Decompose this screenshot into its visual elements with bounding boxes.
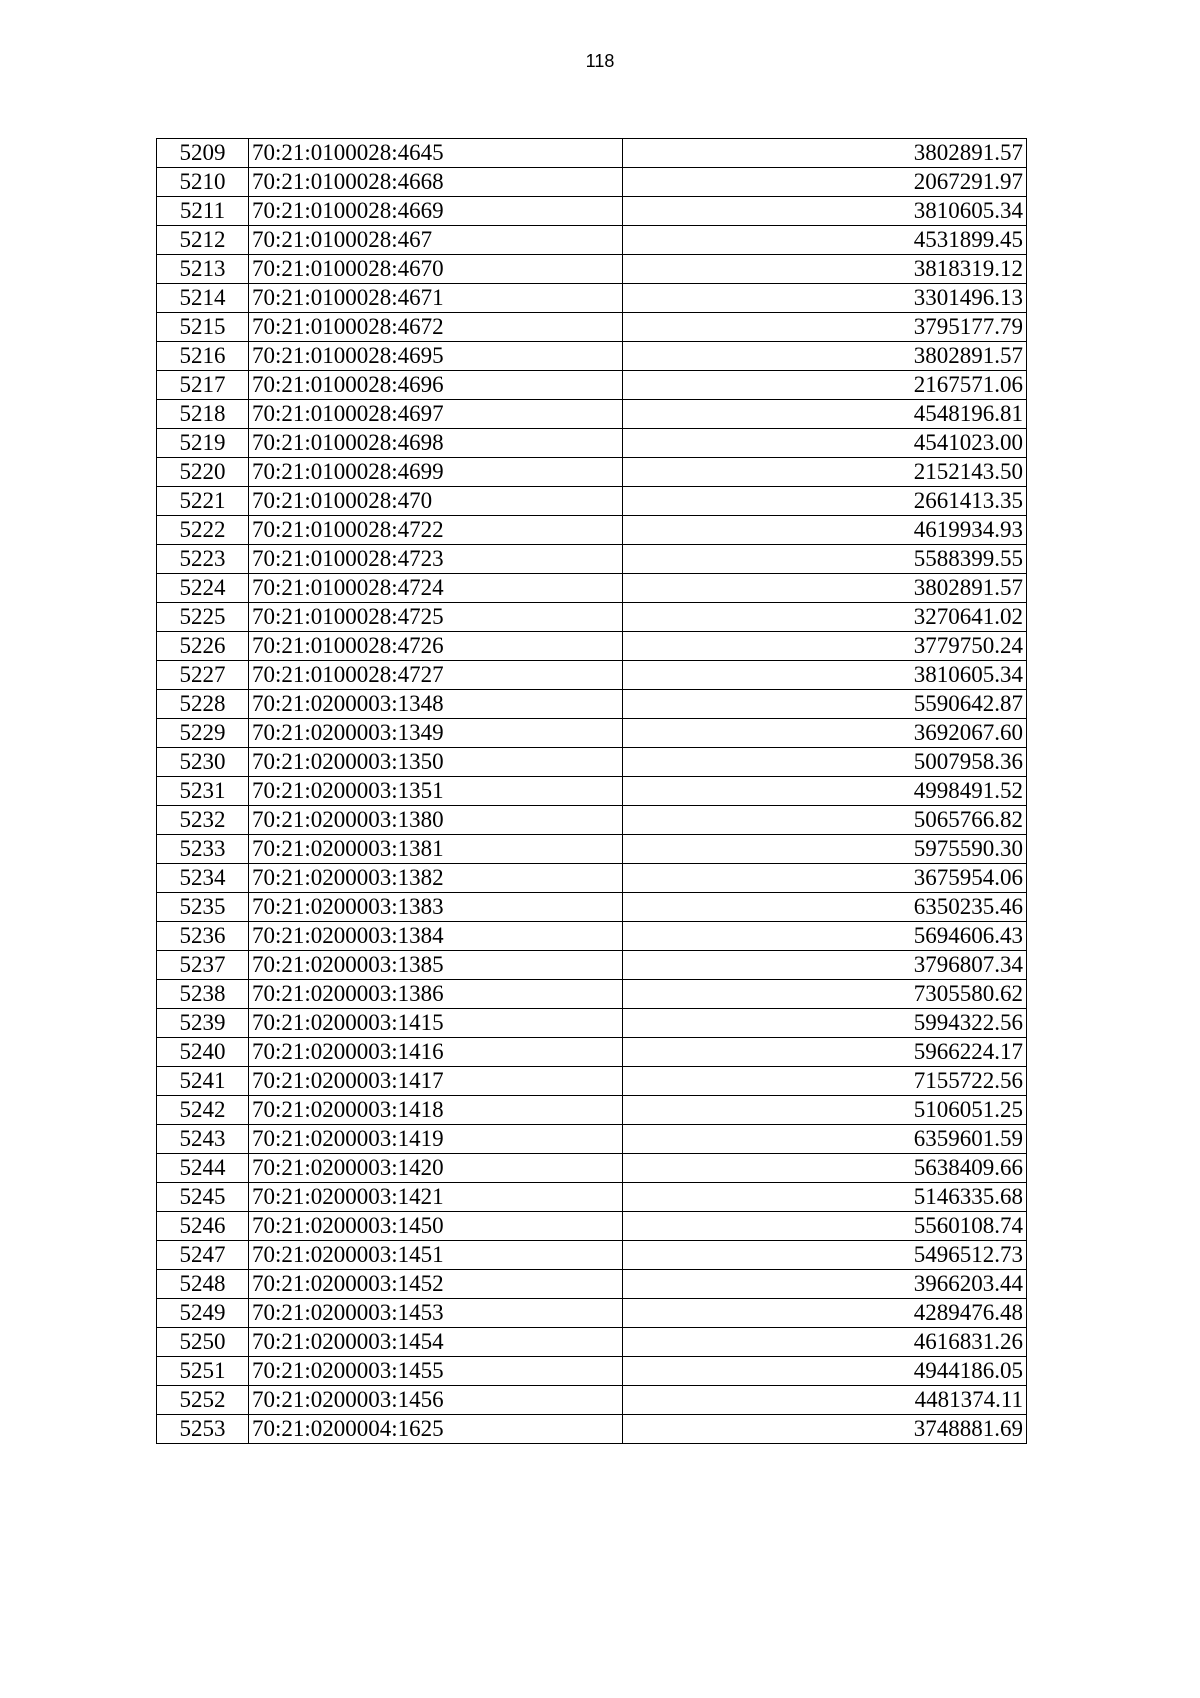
value-cell: 2167571.06 [623, 371, 1027, 400]
table-row [157, 487, 1027, 516]
table-row [157, 893, 1027, 922]
cadastral-number-cell: 70:21:0200003:1454 [249, 1328, 623, 1357]
table-row [157, 1357, 1027, 1386]
row-number-cell: 5213 [157, 255, 249, 284]
row-number-cell: 5224 [157, 574, 249, 603]
table-row [157, 835, 1027, 864]
row-number-cell: 5251 [157, 1357, 249, 1386]
row-number-cell: 5211 [157, 197, 249, 226]
table-row [157, 1183, 1027, 1212]
cadastral-value-table [156, 138, 1027, 1444]
value-cell: 5065766.82 [623, 806, 1027, 835]
row-number-cell: 5230 [157, 748, 249, 777]
table-row [157, 719, 1027, 748]
table-row [157, 342, 1027, 371]
value-cell: 5590642.87 [623, 690, 1027, 719]
value-cell: 4481374.11 [623, 1386, 1027, 1415]
value-cell: 5496512.73 [623, 1241, 1027, 1270]
value-cell: 5694606.43 [623, 922, 1027, 951]
cadastral-number-cell: 70:21:0100028:4698 [249, 429, 623, 458]
value-cell: 2152143.50 [623, 458, 1027, 487]
cadastral-number-cell: 70:21:0100028:467 [249, 226, 623, 255]
table-row [157, 1067, 1027, 1096]
row-number-cell: 5243 [157, 1125, 249, 1154]
value-cell: 7155722.56 [623, 1067, 1027, 1096]
value-cell: 5588399.55 [623, 545, 1027, 574]
cadastral-number-cell: 70:21:0200003:1452 [249, 1270, 623, 1299]
row-number-cell: 5227 [157, 661, 249, 690]
value-cell: 6359601.59 [623, 1125, 1027, 1154]
cadastral-number-cell: 70:21:0200003:1420 [249, 1154, 623, 1183]
value-cell: 3802891.57 [623, 139, 1027, 168]
cadastral-number-cell: 70:21:0200003:1349 [249, 719, 623, 748]
value-cell: 3796807.34 [623, 951, 1027, 980]
value-cell: 4619934.93 [623, 516, 1027, 545]
table-row [157, 458, 1027, 487]
row-number-cell: 5244 [157, 1154, 249, 1183]
row-number-cell: 5237 [157, 951, 249, 980]
cadastral-number-cell: 70:21:0200003:1453 [249, 1299, 623, 1328]
table-body [157, 139, 1027, 1444]
table-row [157, 1154, 1027, 1183]
cadastral-number-cell: 70:21:0200003:1382 [249, 864, 623, 893]
row-number-cell: 5216 [157, 342, 249, 371]
table-row [157, 168, 1027, 197]
row-number-cell: 5241 [157, 1067, 249, 1096]
table-row [157, 1212, 1027, 1241]
cadastral-number-cell: 70:21:0100028:4724 [249, 574, 623, 603]
table-row [157, 516, 1027, 545]
value-cell: 3802891.57 [623, 574, 1027, 603]
cadastral-number-cell: 70:21:0200003:1350 [249, 748, 623, 777]
row-number-cell: 5247 [157, 1241, 249, 1270]
cadastral-number-cell: 70:21:0200003:1381 [249, 835, 623, 864]
cadastral-number-cell: 70:21:0200003:1451 [249, 1241, 623, 1270]
table-row [157, 1241, 1027, 1270]
cadastral-number-cell: 70:21:0100028:4696 [249, 371, 623, 400]
cadastral-number-cell: 70:21:0200003:1383 [249, 893, 623, 922]
cadastral-number-cell: 70:21:0100028:4699 [249, 458, 623, 487]
cadastral-number-cell: 70:21:0200004:1625 [249, 1415, 623, 1444]
cadastral-number-cell: 70:21:0100028:4722 [249, 516, 623, 545]
cadastral-number-cell: 70:21:0100028:4672 [249, 313, 623, 342]
value-cell: 2661413.35 [623, 487, 1027, 516]
table-row [157, 429, 1027, 458]
table-row [157, 545, 1027, 574]
value-cell: 3802891.57 [623, 342, 1027, 371]
table-row [157, 690, 1027, 719]
cadastral-number-cell: 70:21:0200003:1380 [249, 806, 623, 835]
table-row [157, 1009, 1027, 1038]
row-number-cell: 5246 [157, 1212, 249, 1241]
row-number-cell: 5235 [157, 893, 249, 922]
row-number-cell: 5249 [157, 1299, 249, 1328]
value-cell: 4944186.05 [623, 1357, 1027, 1386]
table-row [157, 806, 1027, 835]
row-number-cell: 5222 [157, 516, 249, 545]
value-cell: 5638409.66 [623, 1154, 1027, 1183]
table-row [157, 284, 1027, 313]
value-cell: 3810605.34 [623, 661, 1027, 690]
page-number: 118 [585, 51, 615, 71]
table-row [157, 603, 1027, 632]
cadastral-number-cell: 70:21:0100028:4727 [249, 661, 623, 690]
table-row [157, 748, 1027, 777]
value-cell: 3795177.79 [623, 313, 1027, 342]
row-number-cell: 5240 [157, 1038, 249, 1067]
cadastral-number-cell: 70:21:0100028:4669 [249, 197, 623, 226]
table-row [157, 197, 1027, 226]
row-number-cell: 5234 [157, 864, 249, 893]
table-row [157, 313, 1027, 342]
value-cell: 3779750.24 [623, 632, 1027, 661]
cadastral-number-cell: 70:21:0100028:4671 [249, 284, 623, 313]
row-number-cell: 5242 [157, 1096, 249, 1125]
row-number-cell: 5228 [157, 690, 249, 719]
row-number-cell: 5221 [157, 487, 249, 516]
value-cell: 5994322.56 [623, 1009, 1027, 1038]
value-cell: 5966224.17 [623, 1038, 1027, 1067]
row-number-cell: 5238 [157, 980, 249, 1009]
table-row [157, 1096, 1027, 1125]
cadastral-number-cell: 70:21:0200003:1384 [249, 922, 623, 951]
row-number-cell: 5233 [157, 835, 249, 864]
row-number-cell: 5229 [157, 719, 249, 748]
row-number-cell: 5215 [157, 313, 249, 342]
table-row [157, 777, 1027, 806]
row-number-cell: 5250 [157, 1328, 249, 1357]
table-row [157, 632, 1027, 661]
row-number-cell: 5248 [157, 1270, 249, 1299]
row-number-cell: 5239 [157, 1009, 249, 1038]
value-cell: 5007958.36 [623, 748, 1027, 777]
row-number-cell: 5232 [157, 806, 249, 835]
table-row [157, 371, 1027, 400]
cadastral-number-cell: 70:21:0100028:4723 [249, 545, 623, 574]
row-number-cell: 5252 [157, 1386, 249, 1415]
cadastral-number-cell: 70:21:0200003:1455 [249, 1357, 623, 1386]
value-cell: 4616831.26 [623, 1328, 1027, 1357]
row-number-cell: 5253 [157, 1415, 249, 1444]
row-number-cell: 5218 [157, 400, 249, 429]
cadastral-number-cell: 70:21:0100028:4697 [249, 400, 623, 429]
cadastral-number-cell: 70:21:0200003:1418 [249, 1096, 623, 1125]
value-cell: 5146335.68 [623, 1183, 1027, 1212]
cadastral-number-cell: 70:21:0100028:4726 [249, 632, 623, 661]
table-row [157, 139, 1027, 168]
value-cell: 3301496.13 [623, 284, 1027, 313]
table-row [157, 574, 1027, 603]
cadastral-number-cell: 70:21:0200003:1348 [249, 690, 623, 719]
row-number-cell: 5217 [157, 371, 249, 400]
row-number-cell: 5226 [157, 632, 249, 661]
value-cell: 3818319.12 [623, 255, 1027, 284]
value-cell: 3748881.69 [623, 1415, 1027, 1444]
cadastral-number-cell: 70:21:0200003:1421 [249, 1183, 623, 1212]
value-cell: 6350235.46 [623, 893, 1027, 922]
value-cell: 4548196.81 [623, 400, 1027, 429]
table-row [157, 1270, 1027, 1299]
value-cell: 5560108.74 [623, 1212, 1027, 1241]
table-row [157, 1038, 1027, 1067]
table-row [157, 1299, 1027, 1328]
row-number-cell: 5212 [157, 226, 249, 255]
cadastral-number-cell: 70:21:0100028:470 [249, 487, 623, 516]
cadastral-number-cell: 70:21:0100028:4670 [249, 255, 623, 284]
table-row [157, 1328, 1027, 1357]
table-row [157, 951, 1027, 980]
row-number-cell: 5231 [157, 777, 249, 806]
cadastral-number-cell: 70:21:0200003:1456 [249, 1386, 623, 1415]
cadastral-number-cell: 70:21:0200003:1419 [249, 1125, 623, 1154]
value-cell: 2067291.97 [623, 168, 1027, 197]
row-number-cell: 5210 [157, 168, 249, 197]
row-number-cell: 5209 [157, 139, 249, 168]
value-cell: 4998491.52 [623, 777, 1027, 806]
row-number-cell: 5225 [157, 603, 249, 632]
table-row [157, 922, 1027, 951]
cadastral-number-cell: 70:21:0100028:4668 [249, 168, 623, 197]
cadastral-number-cell: 70:21:0200003:1450 [249, 1212, 623, 1241]
cadastral-number-cell: 70:21:0100028:4725 [249, 603, 623, 632]
row-number-cell: 5220 [157, 458, 249, 487]
value-cell: 4531899.45 [623, 226, 1027, 255]
cadastral-number-cell: 70:21:0100028:4695 [249, 342, 623, 371]
row-number-cell: 5236 [157, 922, 249, 951]
table-row [157, 864, 1027, 893]
table-row [157, 661, 1027, 690]
value-cell: 4289476.48 [623, 1299, 1027, 1328]
cadastral-number-cell: 70:21:0200003:1351 [249, 777, 623, 806]
value-cell: 3692067.60 [623, 719, 1027, 748]
row-number-cell: 5245 [157, 1183, 249, 1212]
value-cell: 4541023.00 [623, 429, 1027, 458]
cadastral-number-cell: 70:21:0200003:1385 [249, 951, 623, 980]
row-number-cell: 5214 [157, 284, 249, 313]
value-cell: 5975590.30 [623, 835, 1027, 864]
value-cell: 5106051.25 [623, 1096, 1027, 1125]
value-cell: 3966203.44 [623, 1270, 1027, 1299]
table-row [157, 980, 1027, 1009]
cadastral-number-cell: 70:21:0200003:1417 [249, 1067, 623, 1096]
cadastral-number-cell: 70:21:0200003:1416 [249, 1038, 623, 1067]
table-row [157, 226, 1027, 255]
cadastral-number-cell: 70:21:0200003:1415 [249, 1009, 623, 1038]
table-row [157, 1386, 1027, 1415]
row-number-cell: 5223 [157, 545, 249, 574]
row-number-cell: 5219 [157, 429, 249, 458]
cadastral-number-cell: 70:21:0100028:4645 [249, 139, 623, 168]
value-cell: 3810605.34 [623, 197, 1027, 226]
cadastral-number-cell: 70:21:0200003:1386 [249, 980, 623, 1009]
table-row [157, 400, 1027, 429]
value-cell: 3675954.06 [623, 864, 1027, 893]
value-cell: 3270641.02 [623, 603, 1027, 632]
table-row [157, 1415, 1027, 1444]
value-cell: 7305580.62 [623, 980, 1027, 1009]
table-row [157, 255, 1027, 284]
table-row [157, 1125, 1027, 1154]
